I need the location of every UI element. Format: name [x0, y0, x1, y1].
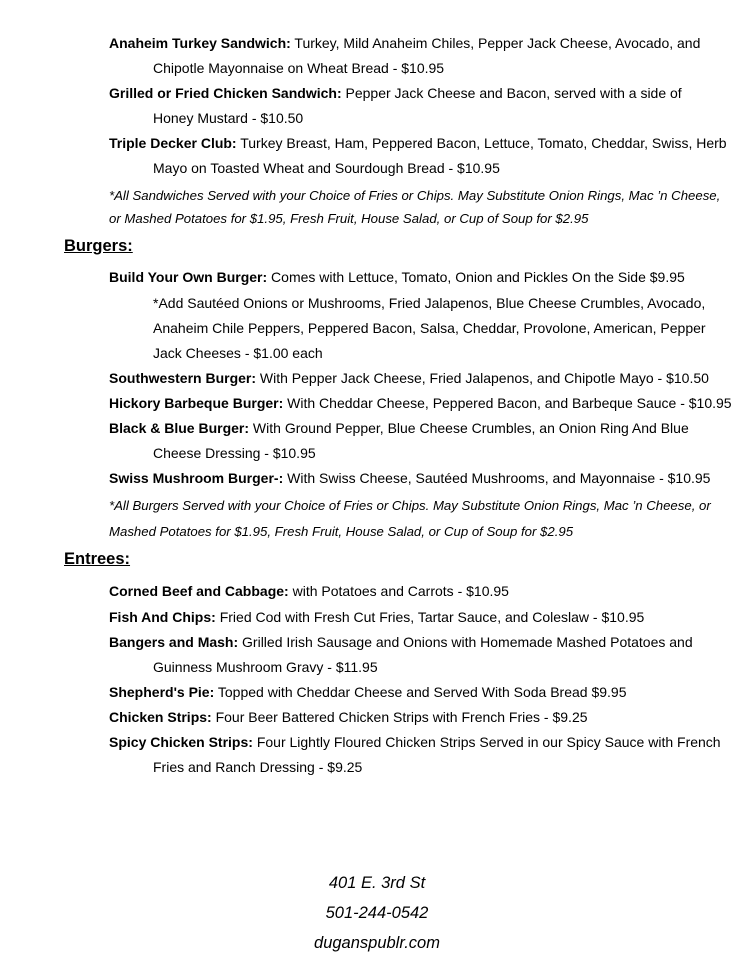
item-name: Corned Beef and Cabbage:: [109, 583, 289, 599]
item-name: Fish And Chips:: [109, 609, 216, 625]
footer-website[interactable]: duganspublr.com: [314, 934, 440, 952]
menu-item-swiss-mushroom-burger: [109, 466, 749, 491]
menu-item-build-your-own-burger: [109, 265, 749, 290]
menu-item-black-and-blue-burger: [109, 416, 749, 466]
item-name: Black & Blue Burger:: [109, 420, 250, 436]
item-name: Build Your Own Burger:: [109, 269, 268, 285]
sandwich-note-line-2: or Mashed Potatoes for $1.95, Fresh Fruit, House Salad, or Cup of Soup for $2.95: [109, 211, 589, 226]
menu-item-corned-beef-and-cabbage: [109, 579, 749, 604]
item-description: Pepper Jack Cheese and Bacon, served with a side of: [341, 85, 682, 101]
item-name: Swiss Mushroom Burger-:: [109, 470, 284, 486]
item-description: Turkey Breast, Ham, Peppered Bacon, Lettuce, Tomato, Cheddar, Swiss, Herb: [236, 135, 727, 151]
item-description-cont: Chipotle Mayonnaise on Wheat Bread - $10.95: [153, 60, 445, 76]
burger-addons-line-1: *Add Sautéed Onions or Mushrooms, Fried Jalapenos, Blue Cheese Crumbles, Avocado,: [153, 295, 706, 311]
burger-addons-line-3: Jack Cheeses - $1.00 each: [153, 345, 323, 361]
menu-item-hickory-barbeque-burger: [109, 391, 749, 416]
item-name: Anaheim Turkey Sandwich:: [109, 35, 291, 51]
item-description: With Pepper Jack Cheese, Fried Jalapenos, and Chipotle Mayo - $10.50: [256, 370, 709, 386]
item-description: Topped with Cheddar Cheese and Served With Soda Bread $9.95: [214, 684, 627, 700]
section-heading-entrees: Entrees:: [64, 550, 131, 568]
item-description: with Potatoes and Carrots - $10.95: [288, 583, 509, 599]
item-description: Comes with Lettuce, Tomato, Onion and Pickles On the Side $9.95: [267, 269, 685, 285]
item-name: Spicy Chicken Strips:: [109, 734, 253, 750]
item-name: Chicken Strips:: [109, 709, 212, 725]
item-name: Triple Decker Club:: [109, 135, 237, 151]
item-description: Turkey, Mild Anaheim Chiles, Pepper Jack Cheese, Avocado, and: [290, 35, 701, 51]
item-description: Grilled Irish Sausage and Onions with Homemade Mashed Potatoes and: [238, 634, 693, 650]
item-description-cont: Fries and Ranch Dressing - $9.25: [153, 759, 363, 775]
burger-note-line-1: *All Burgers Served with your Choice of Fries or Chips. May Substitute Onion Rings, Mac ’n Cheese, or: [109, 498, 711, 513]
item-description: Four Lightly Floured Chicken Strips Served in our Spicy Sauce with French: [252, 734, 721, 750]
menu-item-southwestern-burger: [109, 366, 749, 391]
item-name: Hickory Barbeque Burger:: [109, 395, 284, 411]
footer-phone: 501-244-0542: [325, 904, 429, 922]
item-name: Shepherd's Pie:: [109, 684, 215, 700]
item-name: Grilled or Fried Chicken Sandwich:: [109, 85, 342, 101]
item-description: Four Beer Battered Chicken Strips with French Fries - $9.25: [211, 709, 588, 725]
menu-item-triple-decker-club: [109, 131, 749, 181]
footer-address: 401 E. 3rd St: [328, 874, 426, 892]
item-description: With Swiss Cheese, Sautéed Mushrooms, and Mayonnaise - $10.95: [283, 470, 711, 486]
burger-addons-line-2: Anaheim Chile Peppers, Peppered Bacon, Salsa, Cheddar, Provolone, American, Pepper: [153, 320, 706, 336]
menu-item-chicken-strips: [109, 705, 749, 730]
item-description-cont: Cheese Dressing - $10.95: [153, 445, 316, 461]
item-description-cont: Guinness Mushroom Gravy - $11.95: [153, 659, 378, 675]
item-description: With Ground Pepper, Blue Cheese Crumbles, an Onion Ring And Blue: [249, 420, 689, 436]
menu-item-chicken-sandwich: [109, 81, 749, 131]
menu-item-fish-and-chips: [109, 605, 749, 630]
burger-note-line-2: Mashed Potatoes for $1.95, Fresh Fruit, House Salad, or Cup of Soup for $2.95: [109, 524, 574, 539]
menu-item-spicy-chicken-strips: [109, 730, 749, 780]
item-description: With Cheddar Cheese, Peppered Bacon, and Barbeque Sauce - $10.95: [283, 395, 732, 411]
section-heading-burgers: Burgers:: [64, 237, 133, 255]
item-description: Fried Cod with Fresh Cut Fries, Tartar Sauce, and Coleslaw - $10.95: [215, 609, 645, 625]
item-description-cont: Honey Mustard - $10.50: [153, 110, 304, 126]
item-description-cont: Mayo on Toasted Wheat and Sourdough Bread - $10.95: [153, 160, 500, 176]
item-name: Southwestern Burger:: [109, 370, 257, 386]
menu-item-shepherds-pie: [109, 680, 749, 705]
sandwich-note-line-1: *All Sandwiches Served with your Choice of Fries or Chips. May Substitute Onion Rings, Mac ’n Cheese,: [109, 188, 721, 203]
item-name: Bangers and Mash:: [109, 634, 239, 650]
menu-item-bangers-and-mash: [109, 630, 749, 680]
menu-item-anaheim-turkey-sandwich: [109, 31, 749, 81]
